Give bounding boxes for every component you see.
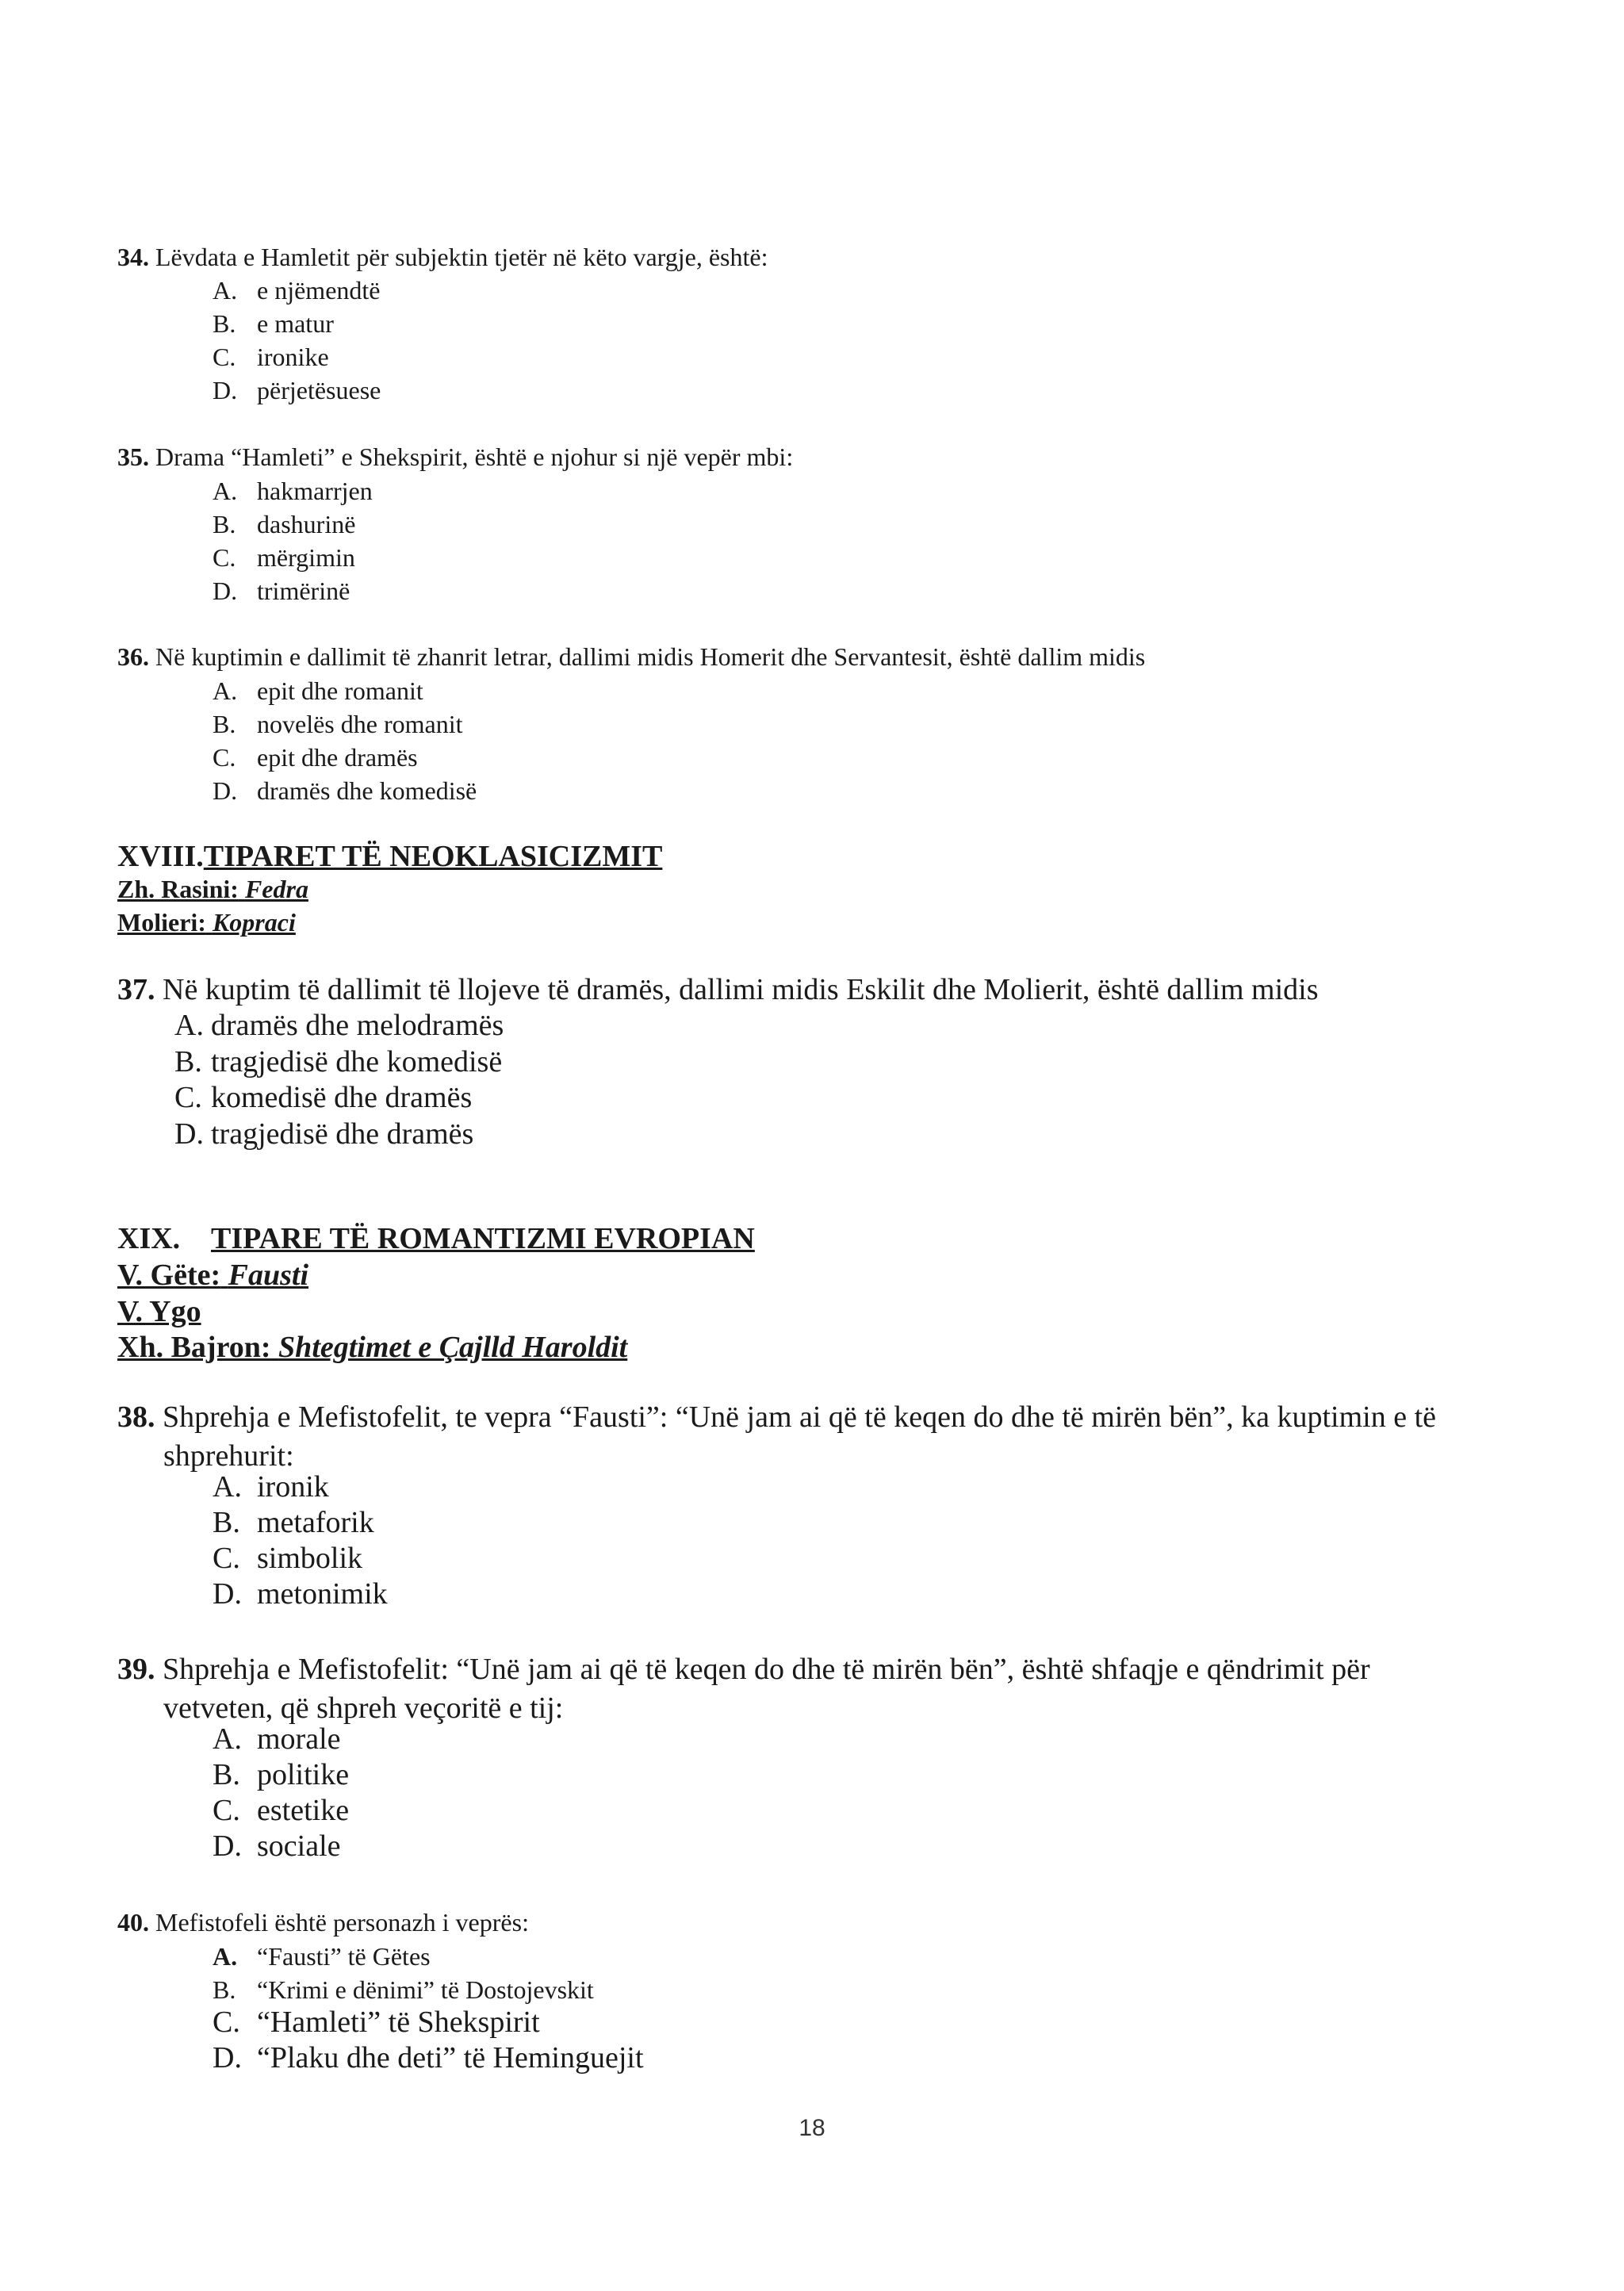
option-d: D. përjetësuese xyxy=(213,376,381,404)
question-39 xyxy=(117,1650,1513,1729)
question-number: 36. xyxy=(117,642,149,671)
option-b: B. e matur xyxy=(213,309,334,338)
option-d: D. sociale xyxy=(213,1829,341,1863)
question-text-continued: shprehurit: xyxy=(163,1439,294,1473)
options-40 xyxy=(213,1940,594,2006)
options-35 xyxy=(213,474,373,607)
question-40 xyxy=(117,1906,1513,1940)
options-39 xyxy=(213,1722,349,1864)
option-c: C. “Hamleti” të Shekspirit xyxy=(213,2006,540,2039)
section-roman: XVIII. xyxy=(117,840,204,873)
option-b: B. dashurinë xyxy=(213,510,356,538)
question-36 xyxy=(117,641,1513,674)
option-c: C. estetike xyxy=(213,1794,350,1827)
section-title: TIPARET TË NEOKLASICIZMIT xyxy=(203,840,663,873)
question-number: 35. xyxy=(117,442,149,471)
question-text: Në kuptimin e dallimit të zhanrit letrar, dallimi midis Homerit dhe Servantesit, është dallim midis xyxy=(155,642,1146,671)
option-c: C. simbolik xyxy=(213,1542,363,1575)
option-b: B. “Krimi e dënimi” të Dostojevskit xyxy=(213,1975,594,2004)
options-40-continued xyxy=(213,2005,644,2076)
option-d: D. dramës dhe komedisë xyxy=(213,776,477,805)
option-d: D. trimërinë xyxy=(213,577,350,605)
question-35 xyxy=(117,441,1513,474)
section-heading-xix xyxy=(117,1221,755,1256)
page-number: 18 xyxy=(799,2115,825,2141)
option-a: A. morale xyxy=(213,1722,341,1756)
work-reference: Zh. Rasini: Fedra xyxy=(117,875,308,903)
section-heading-xviii xyxy=(117,839,662,874)
option-b: B. tragjedisë dhe komedisë xyxy=(174,1044,503,1078)
option-a: A. dramës dhe melodramës xyxy=(174,1009,504,1042)
option-b: B. metaforik xyxy=(213,1506,374,1539)
work-reference: V. Ygo xyxy=(117,1295,201,1328)
option-d: D. metonimik xyxy=(213,1577,388,1611)
options-37 xyxy=(174,1008,504,1152)
work-reference: V. Gëte: Fausti xyxy=(117,1259,309,1292)
question-text: Në kuptim të dallimit të llojeve të dramës, dallimi midis Eskilit dhe Molierit, është dallim midis xyxy=(163,973,1319,1006)
section-roman: XIX. xyxy=(117,1222,181,1255)
option-a: A. “Fausti” të Gëtes xyxy=(213,1942,431,1971)
question-number: 39. xyxy=(117,1653,155,1686)
question-number: 37. xyxy=(117,973,155,1006)
option-b: B. politike xyxy=(213,1758,350,1791)
question-38 xyxy=(117,1398,1513,1477)
option-d: D. “Plaku dhe deti” të Heminguejit xyxy=(213,2041,644,2075)
option-a: A. e njëmendtë xyxy=(213,276,381,305)
section-title: TIPARE TË ROMANTIZMI EVROPIAN xyxy=(211,1222,755,1255)
options-38 xyxy=(213,1469,388,1612)
option-c: C. ironike xyxy=(213,343,329,371)
question-number: 38. xyxy=(117,1400,155,1434)
option-a: A. ironik xyxy=(213,1470,329,1504)
option-c: C. komedisë dhe dramës xyxy=(174,1081,473,1114)
option-a: A. hakmarrjen xyxy=(213,477,373,505)
question-34 xyxy=(117,241,1513,274)
option-d: D. tragjedisë dhe dramës xyxy=(174,1117,474,1151)
question-text: Drama “Hamleti” e Shekspirit, është e njohur si një vepër mbi: xyxy=(155,442,794,471)
option-c: C. epit dhe dramës xyxy=(213,743,418,772)
option-b: B. novelës dhe romanit xyxy=(213,710,463,738)
work-reference: Xh. Bajron: Shtegtimet e Çajlld Haroldit xyxy=(117,1331,628,1364)
work-reference: Molieri: Kopraci xyxy=(117,908,296,937)
question-number: 34. xyxy=(117,243,149,271)
question-37 xyxy=(117,971,1513,1009)
question-text-continued: vetveten, që shpreh veçoritë e tij: xyxy=(163,1691,564,1726)
question-text: Shprehja e Mefistofelit: “Unë jam ai që të keqen do dhe të mirën bën”, është shfaqje e qëndrimit për xyxy=(163,1653,1370,1686)
option-a: A. epit dhe romanit xyxy=(213,676,423,705)
option-c: C. mërgimin xyxy=(213,543,355,572)
question-text: Mefistofeli është personazh i veprës: xyxy=(155,1908,529,1937)
question-number: 40. xyxy=(117,1908,149,1937)
question-text: Lëvdata e Hamletit për subjektin tjetër në këto vargje, është: xyxy=(155,243,768,271)
options-34 xyxy=(213,274,381,407)
question-text: Shprehja e Mefistofelit, te vepra “Fausti”: “Unë jam ai që të keqen do dhe të mirën bën”, ka kuptimin e të xyxy=(163,1400,1437,1434)
options-36 xyxy=(213,674,477,807)
